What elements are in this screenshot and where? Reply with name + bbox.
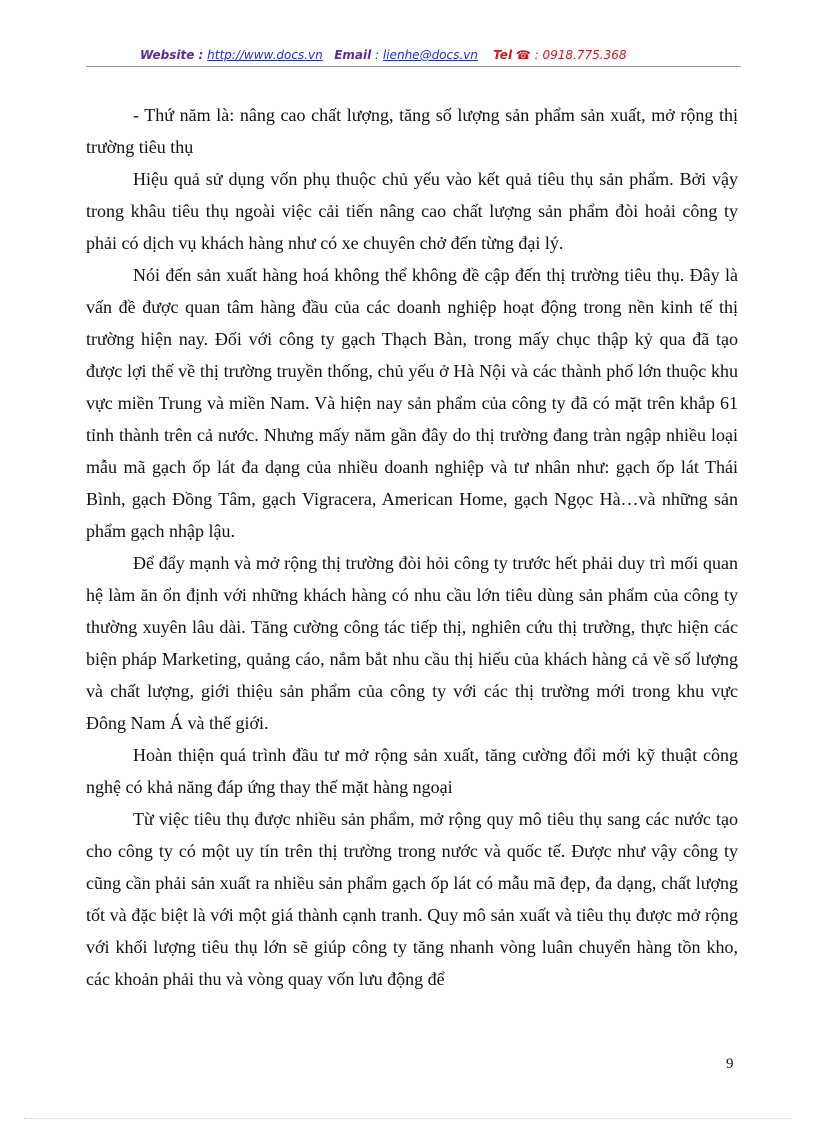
document-body bbox=[86, 99, 738, 995]
email-separator: : bbox=[375, 48, 380, 62]
email-link[interactable]: lienhe@docs.vn bbox=[382, 48, 478, 62]
paragraph: Để đẩy mạnh và mở rộng thị trường đòi hỏi công ty trước hết phải duy trì mối quan hệ làm ăn ổn định với những khách hàng có nhu cầu lớn tiêu dùng sản phẩm của công ty thường xuyên lâu dài. Tăng cường công tác tiếp thị, nghiên cứu thị trường, thực hiện các biện pháp Marketing, quảng cáo, nắm bắt nhu cầu thị hiếu của khách hàng cả về số lượng và chất lượng, giới thiệu sản phẩm của công ty với các thị trường mới trong khu vực Đông Nam Á và thế giới. bbox=[86, 553, 738, 733]
paragraph: Từ việc tiêu thụ được nhiều sản phẩm, mở rộng quy mô tiêu thụ sang các nước tạo cho công ty có một uy tín trên thị trường trong nước và quốc tế. Được như vậy công ty cũng cần phải sản xuất ra nhiều sản phẩm gạch ốp lát có mẫu mã đẹp, đa dạng, chất lượng tốt và đặc biệt là với một giá thành cạnh tranh. Quy mô sản xuất và tiêu thụ được mở rộng với khối lượng tiêu thụ lớn sẽ giúp công ty tăng nhanh vòng luân chuyển hàng tồn kho, các khoản phải thu và vòng quay vốn lưu động để bbox=[86, 809, 738, 989]
website-link[interactable]: http://www.docs.vn bbox=[207, 48, 323, 62]
website-label: Website : bbox=[140, 48, 204, 62]
header-divider bbox=[86, 66, 741, 67]
paragraph: - Thứ năm là: nâng cao chất lượng, tăng số lượng sản phẩm sản xuất, mở rộng thị trường tiêu thụ bbox=[86, 105, 738, 157]
tel-value: : 0918.775.368 bbox=[534, 48, 627, 62]
phone-icon: ☎ bbox=[515, 48, 531, 62]
paragraph: Hiệu quả sử dụng vốn phụ thuộc chủ yếu vào kết quả tiêu thụ sản phẩm. Bởi vậy trong khâu tiêu thụ ngoài việc cải tiến nâng cao chất lượng sản phẩm đòi hoải công ty phải có dịch vụ khách hàng như có xe chuyên chở đến từng đại lý. bbox=[86, 169, 738, 253]
paragraph: Nói đến sản xuất hàng hoá không thể không đề cập đến thị trường tiêu thụ. Đây là vấn đề được quan tâm hàng đầu của các doanh nghiệp hoạt động trong nền kinh tế thị trường hiện nay. Đối với công ty gạch Thạch Bàn, trong mấy chục thập kỷ qua đã tạo được lợi thế về thị trường truyền thống, chủ yếu ở Hà Nội và các thành phố lớn thuộc khu vực miền Trung và miền Nam. Và hiện nay sản phẩm của công ty đã có mặt trên khắp 61 tỉnh thành trên cả nước. Nhưng mấy năm gần đây do thị trường đang tràn ngập nhiều loại mẫu mã gạch ốp lát đa dạng của nhiều doanh nghiệp và tư nhân như: gạch ốp lát Thái Bình, gạch Đồng Tâm, gạch Vigracera, American Home, gạch Ngọc Hà…và những sản phẩm gạch nhập lậu. bbox=[86, 265, 738, 541]
paragraph: Hoàn thiện quá trình đầu tư mở rộng sản xuất, tăng cường đổi mới kỹ thuật công nghệ có khả năng đáp ứng thay thế mặt hàng ngoại bbox=[86, 745, 738, 797]
email-label: Email bbox=[334, 48, 372, 62]
page-header bbox=[140, 48, 740, 66]
page-bottom-border bbox=[24, 1118, 792, 1119]
tel-label: Tel bbox=[493, 48, 513, 62]
page-number: 9 bbox=[726, 1056, 734, 1072]
